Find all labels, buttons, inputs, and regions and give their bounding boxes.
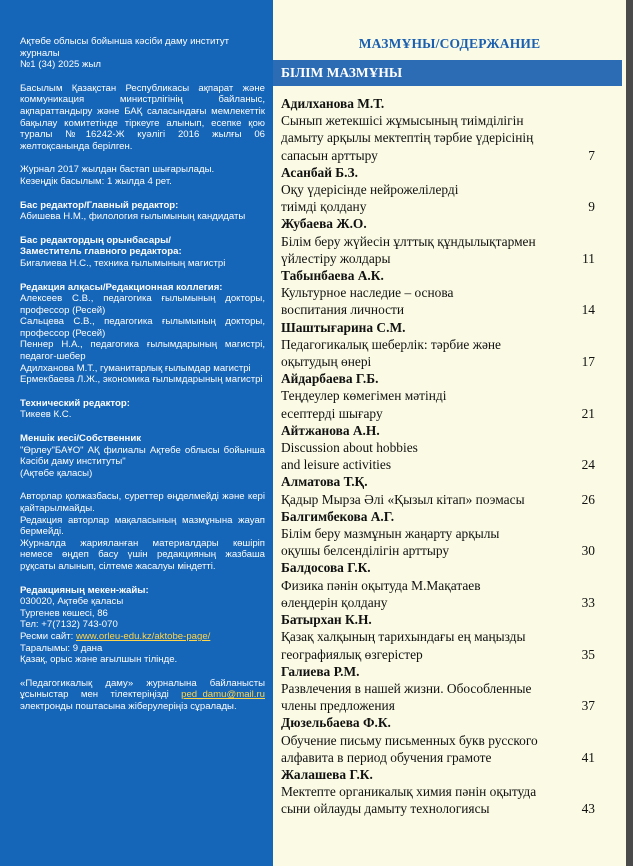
page-edge [626,0,633,866]
deputy-editor-name: Бигалиева Н.С., техника ғылымының магистрі [20,257,226,269]
contents-title: МАЗМҰНЫ/СОДЕРЖАНИЕ [358,36,541,51]
contact-invite [20,678,265,713]
technical-editor-label: Технический редактор: [20,397,130,409]
toc-title-line: Қазақ халқының тарихындағы ең маңызды [281,629,526,645]
journal-intro: Ақтөбе облысы бойынша кәсіби даму институт журналы №1 (34) 2025 жыл [20,36,230,71]
toc-author: Жубаева Ж.О. [281,216,367,232]
editorial-board-block [20,282,265,386]
deputy-editor-block [20,235,265,270]
toc-author: Асанбай Б.З. [281,164,358,180]
toc-page-number: 30 [581,543,595,559]
toc-title-line: Оқу үдерісінде нейрожелілерді [281,182,459,198]
toc-author: Балдосова Г.К. [281,560,371,576]
toc-author: Батырхан К.Н. [281,612,372,628]
registration-text: Басылым Қазақстан Республикасы ақпарат және коммуникация министрлігінің байланыс, ақпараттандыру және БАҚ саласындағы мемлекеттік бақылау комитетінде тіркеуге алынып, есепке қою туралы №16242-Ж куәлігі 2016 жылғы 06 желтоқсанында берілген. [20,82,265,152]
website-link[interactable]: www.orleu-edu.kz/aktobe-page/ [75,630,211,642]
toc-title-line: Культурное наследие – основа [281,285,454,301]
toc-title-line: Теңдеулер көмегімен мәтінді [281,388,447,404]
toc-entry[interactable] [281,422,599,474]
toc-title-line: үйлестіру жолдары [281,250,391,266]
owner-label: Меншік иесі/Собственник [20,433,142,445]
toc-title-line: and leisure activities [281,457,392,473]
toc-title-line: Развлечения в нашей жизни. Обособленные [281,680,532,696]
toc-title-line: Мектепте органикалық химия пәнін оқытуда [281,784,537,800]
toc-page-number: 24 [581,457,595,473]
toc-title-line: воспитания личности [281,302,405,318]
toc-page-number: 26 [581,491,595,507]
contents-column [273,0,626,866]
toc-title-line: оқытудың өнері [281,354,372,370]
toc-page-number: 17 [581,354,595,370]
technical-editor-block [20,398,265,421]
toc-title-line: члены предложения [281,698,395,714]
deputy-editor-label: Бас редактордың орынбасары/ Заместитель главного редактора: [20,234,182,258]
toc-page-number: 43 [581,801,595,817]
toc-author: Алматова Т.Қ. [281,474,368,490]
address-text: 030020, Ақтөбе қаласы Тургенев көшесі, 86 Тел: +7(7132) 743-070 [20,596,124,631]
technical-editor-name: Тикеев К.С. [20,409,72,421]
toc-entry[interactable] [281,766,599,818]
toc-title-line: Білім беру мазмұнын жаңарту арқылы [281,526,500,542]
toc-entry[interactable] [281,319,599,371]
toc-entry[interactable] [281,267,599,319]
toc-title-line: Қадыр Мырза Әлі «Қызыл кітап» поэмасы [281,491,525,507]
editorial-board-members: Алексеев С.В., педагогика ғылымының докторы, профессор (Ресей) Сальцева С.В., педагогика ғылымының докторы, профессор (Ресей) Пеннер Н.А., педагогика ғылымдарының магистрі, педагог-шебер Адилханова М.Т., гуманитарлық ғылымдар магистрі Ермекбаева Л.Ж., экономика ғылымдарының магистрі [20,293,265,386]
section-header: БІЛІМ МАЗМҰНЫ [273,60,622,86]
toc-page-number: 14 [581,302,595,318]
owner-name: "Өрлеу"БАҰО" АҚ филиалы Ақтөбе облысы бойынша Кәсіби даму институты" (Ақтөбе қаласы) [20,444,265,479]
toc-entry[interactable] [281,215,599,267]
toc-title-line: Сынып жетекшісі жұмысының тиімділігін [281,113,524,129]
toc-title-line: Педагогикалық шеберлік: тәрбие және [281,336,501,352]
toc-author: Балгимбекова А.Г. [281,508,395,524]
toc-title-line: оқушы белсенділігін арттыру [281,543,450,559]
toc-author: Айтжанова А.Н. [281,422,380,438]
toc-title-line: сапасын арттыру [281,147,378,163]
toc-title-line: Физика пәнін оқытуда М.Мақатаев [281,577,481,593]
toc-page-number: 37 [581,698,595,714]
editorial-board-label: Редакция алқасы/Редакционная коллегия: [20,281,223,293]
owner-block [20,433,265,479]
toc-page-number: 33 [581,594,595,610]
website-prefix: Ресми сайт: [20,630,76,642]
chief-editor-name: Абишева Н.М., филология ғылымының кандидаты [20,211,246,223]
toc-author: Айдарбаева Г.Б. [281,371,379,387]
toc-entry[interactable] [281,164,599,216]
toc-author: Табынбаева А.К. [281,268,384,284]
toc-page-number: 21 [581,405,595,421]
contents-list [281,95,599,818]
toc-page-number: 11 [582,250,595,266]
toc-title-line: Discussion about hobbies [281,440,418,456]
address-label: Редакцияның мекен-жайы: [20,584,149,596]
toc-page-number: 7 [588,147,595,163]
chief-editor-block [20,200,265,223]
publication-frequency: Журнал 2017 жылдан бастап шығарылады. Кезеңдік басылым: 1 жылда 4 рет. [20,164,215,187]
toc-author: Адилханова М.Т. [281,96,385,111]
toc-author: Жалашева Г.К. [281,766,373,782]
toc-entry[interactable] [281,370,599,422]
toc-entry[interactable] [281,559,599,611]
toc-page-number: 9 [588,199,595,215]
toc-entry[interactable] [281,611,599,663]
address-block [20,585,265,666]
imprint-column [0,0,273,866]
toc-author: Дюзельбаева Ф.К. [281,715,391,731]
toc-title-line: Білім беру жүйесін ұлттық құндылықтармен [281,233,536,249]
toc-title-line: тиімді қолдану [281,199,367,215]
contact-invite-tail: электронды поштасына жіберулеріңіз сұралады. [20,700,237,712]
toc-entry[interactable] [281,473,599,507]
toc-title-line: Обучение письму письменных букв русского [281,732,538,748]
toc-entry[interactable] [281,508,599,560]
toc-entry[interactable] [281,95,599,164]
chief-editor-label: Бас редактор/Главный редактор: [20,199,179,211]
toc-title-line: сыни ойлауды дамыту технологиясы [281,801,490,817]
toc-page-number: 41 [581,749,595,765]
circulation-text: Таралымы: 9 дана Қазақ, орыс және ағылшын тілінде. [20,642,178,666]
toc-page-number: 35 [581,646,595,662]
toc-title-line: есептерді шығару [281,405,383,421]
toc-author: Шаштығарина С.М. [281,319,406,335]
contact-invite-text: «Педагогикалық даму» журналына байланысты ұсыныстар мен тілектеріңізді [20,677,265,701]
editorial-notes: Авторлар қолжазбасы, суреттер өңделмейді және кері қайтарылмайды. Редакция авторлар мақаласының мазмұнына жауап бермейді. Журналда жарияланған материалдары көшіріп немесе өңдеп басу үшін редакцияның жазбаша рұқсаты алынып, сілтеме жасалуы міндетті. [20,491,265,572]
toc-title-line: дамыту арқылы мектептің тәрбие үдерісінің [281,130,534,146]
toc-title-line: алфавита в период обучения грамоте [281,749,492,765]
toc-entry[interactable] [281,714,599,766]
toc-title-line: географиялық өзгерістер [281,646,423,662]
website-line [20,631,265,643]
toc-title-line: өлеңдерін қолдану [281,594,388,610]
toc-author: Галиева Р.М. [281,663,360,679]
contact-email-link[interactable]: ped_damu@mail.ru [181,689,265,701]
toc-entry[interactable] [281,663,599,715]
